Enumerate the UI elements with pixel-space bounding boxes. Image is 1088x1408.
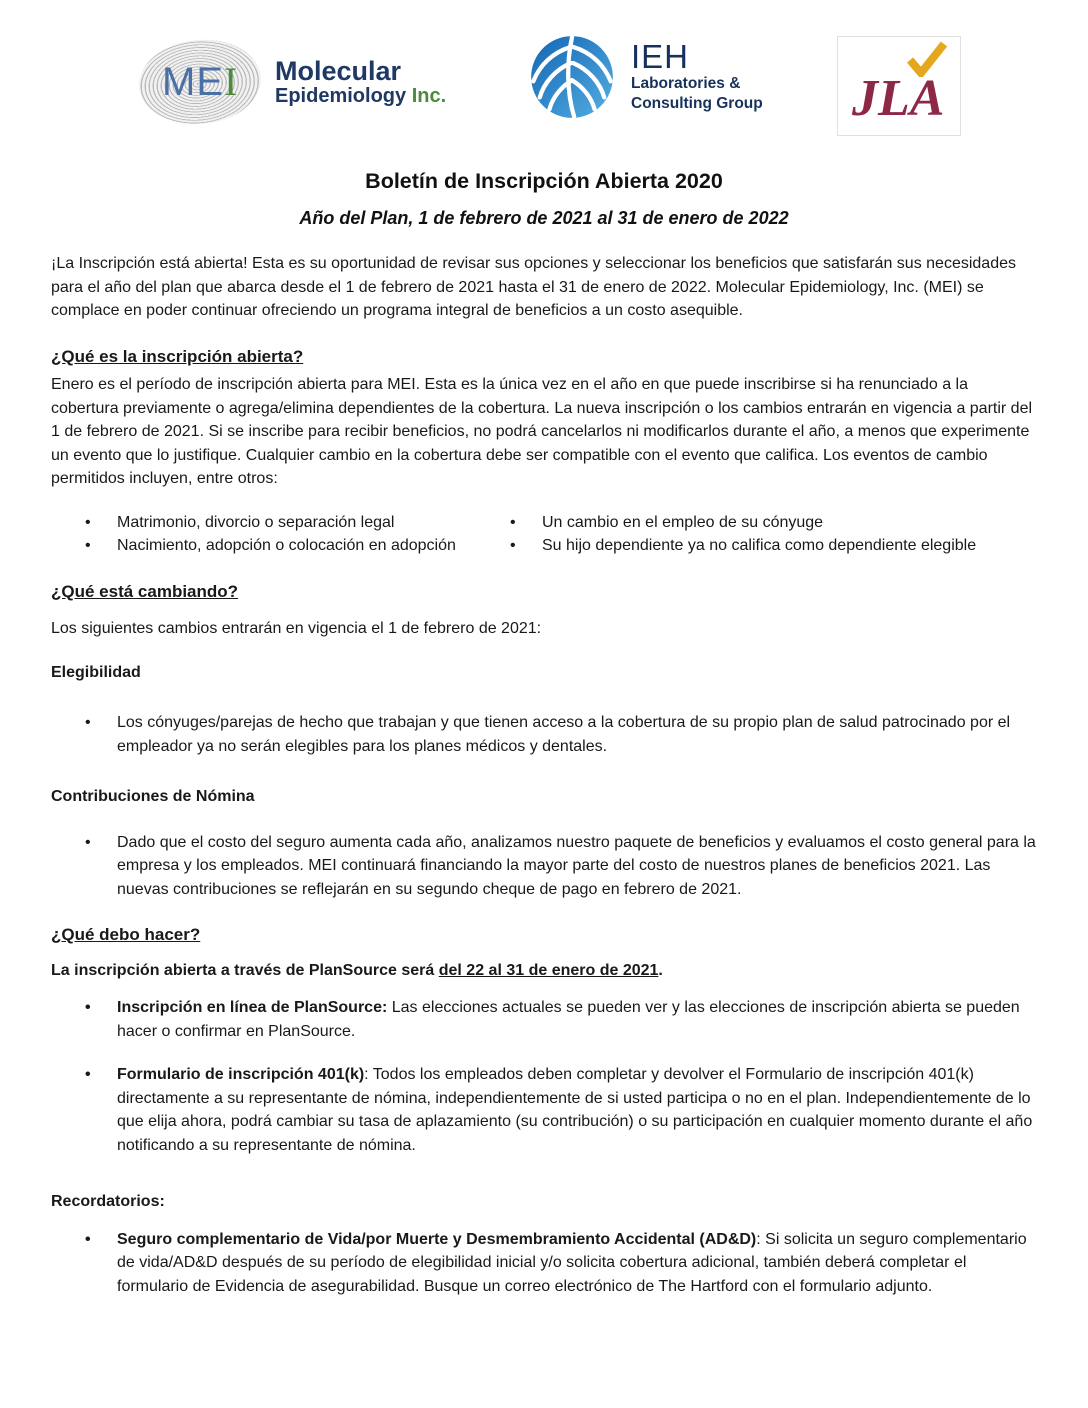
- page-title: Boletín de Inscripción Abierta 2020: [365, 169, 723, 193]
- list-item-text: Los cónyuges/parejas de hecho que trabajan y que tienen acceso a la cobertura de su propio plan de salud patrocinado por el empleador ya no serán elegibles para los planes médicos y dentales.: [117, 714, 1011, 755]
- list-item-text: Nacimiento, adopción o colocación en adopción: [117, 537, 456, 554]
- list-item-rest: : Si solicita un seguro complementario de vida/AD&D después de su período de elegibilidad inicial y/o solicita cobertura adicional, también deberá completar el formulario de Evidencia de asegurabilidad. Busque un correo electrónico de The Hartford con el formulario adjunto.: [117, 1230, 1027, 1295]
- list-item-text: Dado que el costo del seguro aumenta cada año, analizamos nuestro paquete de beneficios y evaluamos el costo general para la empresa y los empleados. MEI continuará financiando la mayor parte del costo de nuestros planes de beneficios 2021. Las nuevas contribuciones se reflejarán en su segundo cheque de pago en febrero de 2021.: [117, 833, 1036, 898]
- mei-fingerprint-icon: [136, 35, 265, 129]
- supplemental-life-list-item: [51, 1228, 1037, 1299]
- plan-year-subtitle: Año del Plan, 1 de febrero de 2021 al 31 de enero de 2022: [299, 208, 789, 228]
- jla-checkmark-icon: [906, 41, 948, 77]
- mei-name-line1: Molecular: [275, 56, 402, 86]
- list-item-lead: Inscripción en línea de PlanSource:: [117, 999, 388, 1016]
- list-item: [51, 511, 476, 535]
- intro-paragraph: ¡La Inscripción está abierta! Esta es su oportunidad de revisar sus opciones y seleccionar los beneficios que satisfarán sus necesidades para el año del plan que abarca desde el 1 de febrero de 2021 hasta el 31 de enero de 2022. Molecular Epidemiology, Inc. (MEI) se complace en poder continuar ofreciendo un programa integral de beneficios a un costo asequible.: [51, 255, 1016, 319]
- ieh-tagline-line2: Consulting Group: [631, 95, 763, 112]
- bullet-icon: •: [510, 513, 516, 531]
- ieh-globe-icon: [529, 34, 615, 120]
- bullet-icon: •: [85, 537, 91, 554]
- qualifying-events-right-column: [476, 511, 1037, 558]
- payroll-subheading: Contribuciones de Nómina: [51, 788, 255, 805]
- bullet-icon: •: [85, 1066, 91, 1083]
- bullet-icon: •: [510, 537, 516, 554]
- mei-monogram-me: ME: [161, 60, 224, 105]
- ieh-tagline-line1: Laboratories &: [631, 75, 741, 92]
- section-heading-what-to-do: ¿Qué debo hacer?: [51, 925, 201, 944]
- ieh-name: IEH: [631, 38, 690, 75]
- enrollment-window-dates: del 22 al 31 de enero de 2021: [438, 961, 659, 979]
- list-item: [51, 534, 476, 558]
- payroll-list-item: [51, 831, 1037, 902]
- mei-name-line2: [275, 85, 446, 107]
- mei-monogram-i: I: [223, 59, 239, 105]
- list-item-text: [117, 996, 1037, 1043]
- mei-logo: [139, 40, 446, 124]
- form-401k-list-item: [51, 1063, 1037, 1157]
- list-item-text: Su hijo dependiente ya no califica como dependiente elegible: [542, 537, 977, 554]
- qualifying-events-left-column: [51, 511, 476, 558]
- list-item: [476, 534, 1037, 558]
- mei-monogram: [161, 59, 239, 105]
- bullet-icon: •: [85, 714, 91, 731]
- ieh-logo-wordmark: [631, 34, 763, 114]
- mei-name-inc: Inc.: [411, 85, 447, 107]
- list-item-text: Matrimonio, divorcio o separación legal: [117, 513, 395, 531]
- plansource-list-item: [51, 996, 1037, 1043]
- section-heading-what-is: ¿Qué es la inscripción abierta?: [51, 346, 304, 366]
- list-item-rest: Las elecciones actuales se pueden ver y las elecciones de inscripción abierta se pueden hacer o confirmar en PlanSource.: [117, 999, 1020, 1040]
- list-item-text: [117, 1063, 1037, 1157]
- bullet-icon: •: [85, 513, 91, 531]
- bullet-icon: •: [85, 833, 91, 851]
- jla-logo: [837, 36, 961, 136]
- eligibility-subheading: Elegibilidad: [51, 663, 141, 681]
- reminders-heading: Recordatorios:: [51, 1193, 165, 1210]
- qualifying-events-list: [51, 511, 1037, 558]
- changing-intro: Los siguientes cambios entrarán en vigencia el 1 de febrero de 2021:: [51, 620, 542, 637]
- mei-name-epidemiology: Epidemiology: [275, 85, 407, 107]
- bullet-icon: •: [85, 999, 91, 1016]
- list-item-lead: Seguro complementario de Vida/por Muerte y Desmembramiento Accidental (AD&D): [117, 1230, 757, 1248]
- list-item-lead: Formulario de inscripción 401(k): [117, 1066, 365, 1083]
- mei-logo-wordmark: [275, 57, 446, 107]
- jla-wordmark: JLA: [852, 70, 945, 127]
- list-item-text: [117, 1228, 1037, 1299]
- bullet-icon: •: [85, 1230, 91, 1248]
- list-item-text: Un cambio en el empleo de su cónyuge: [542, 513, 824, 531]
- enrollment-window-text: La inscripción abierta a través de PlanSource será: [51, 961, 439, 979]
- list-item-rest: : Todos los empleados deben completar y devolver el Formulario de inscripción 401(k) directamente a su representante de nómina, independientemente de si usted participa o no en el plan. Independientemente de lo que elija ahora, podrá cambiar su tasa de aplazamiento (su contribución) o su participación en cualquier momento durante el año notificando a su representante de nómina.: [117, 1066, 1033, 1154]
- ieh-logo: [529, 34, 763, 120]
- eligibility-list-item: [51, 711, 1037, 758]
- what-is-body: Enero es el período de inscripción abierta para MEI. Esta es la única vez en el año en que puede inscribirse si ha renunciado a la cobertura previamente o agrega/elimina dependientes de la cobertura. La nueva inscripción o los cambios entrarán en vigencia a partir del 1 de febrero de 2021. Si se inscribe para recibir beneficios, no podrá cancelarlos ni modificarlos durante el año, a menos que experimente un evento que lo justifique. Cualquier cambio en la cobertura debe ser compatible con el evento que califica. Los eventos de cambio permitidos incluyen, entre otros:: [51, 376, 1033, 487]
- enrollment-window-line: [51, 959, 1037, 983]
- header-logos: [51, 34, 1037, 146]
- list-item: [476, 511, 1037, 535]
- enrollment-window-period: .: [658, 961, 663, 979]
- section-heading-what-changing: ¿Qué está cambiando?: [51, 581, 239, 601]
